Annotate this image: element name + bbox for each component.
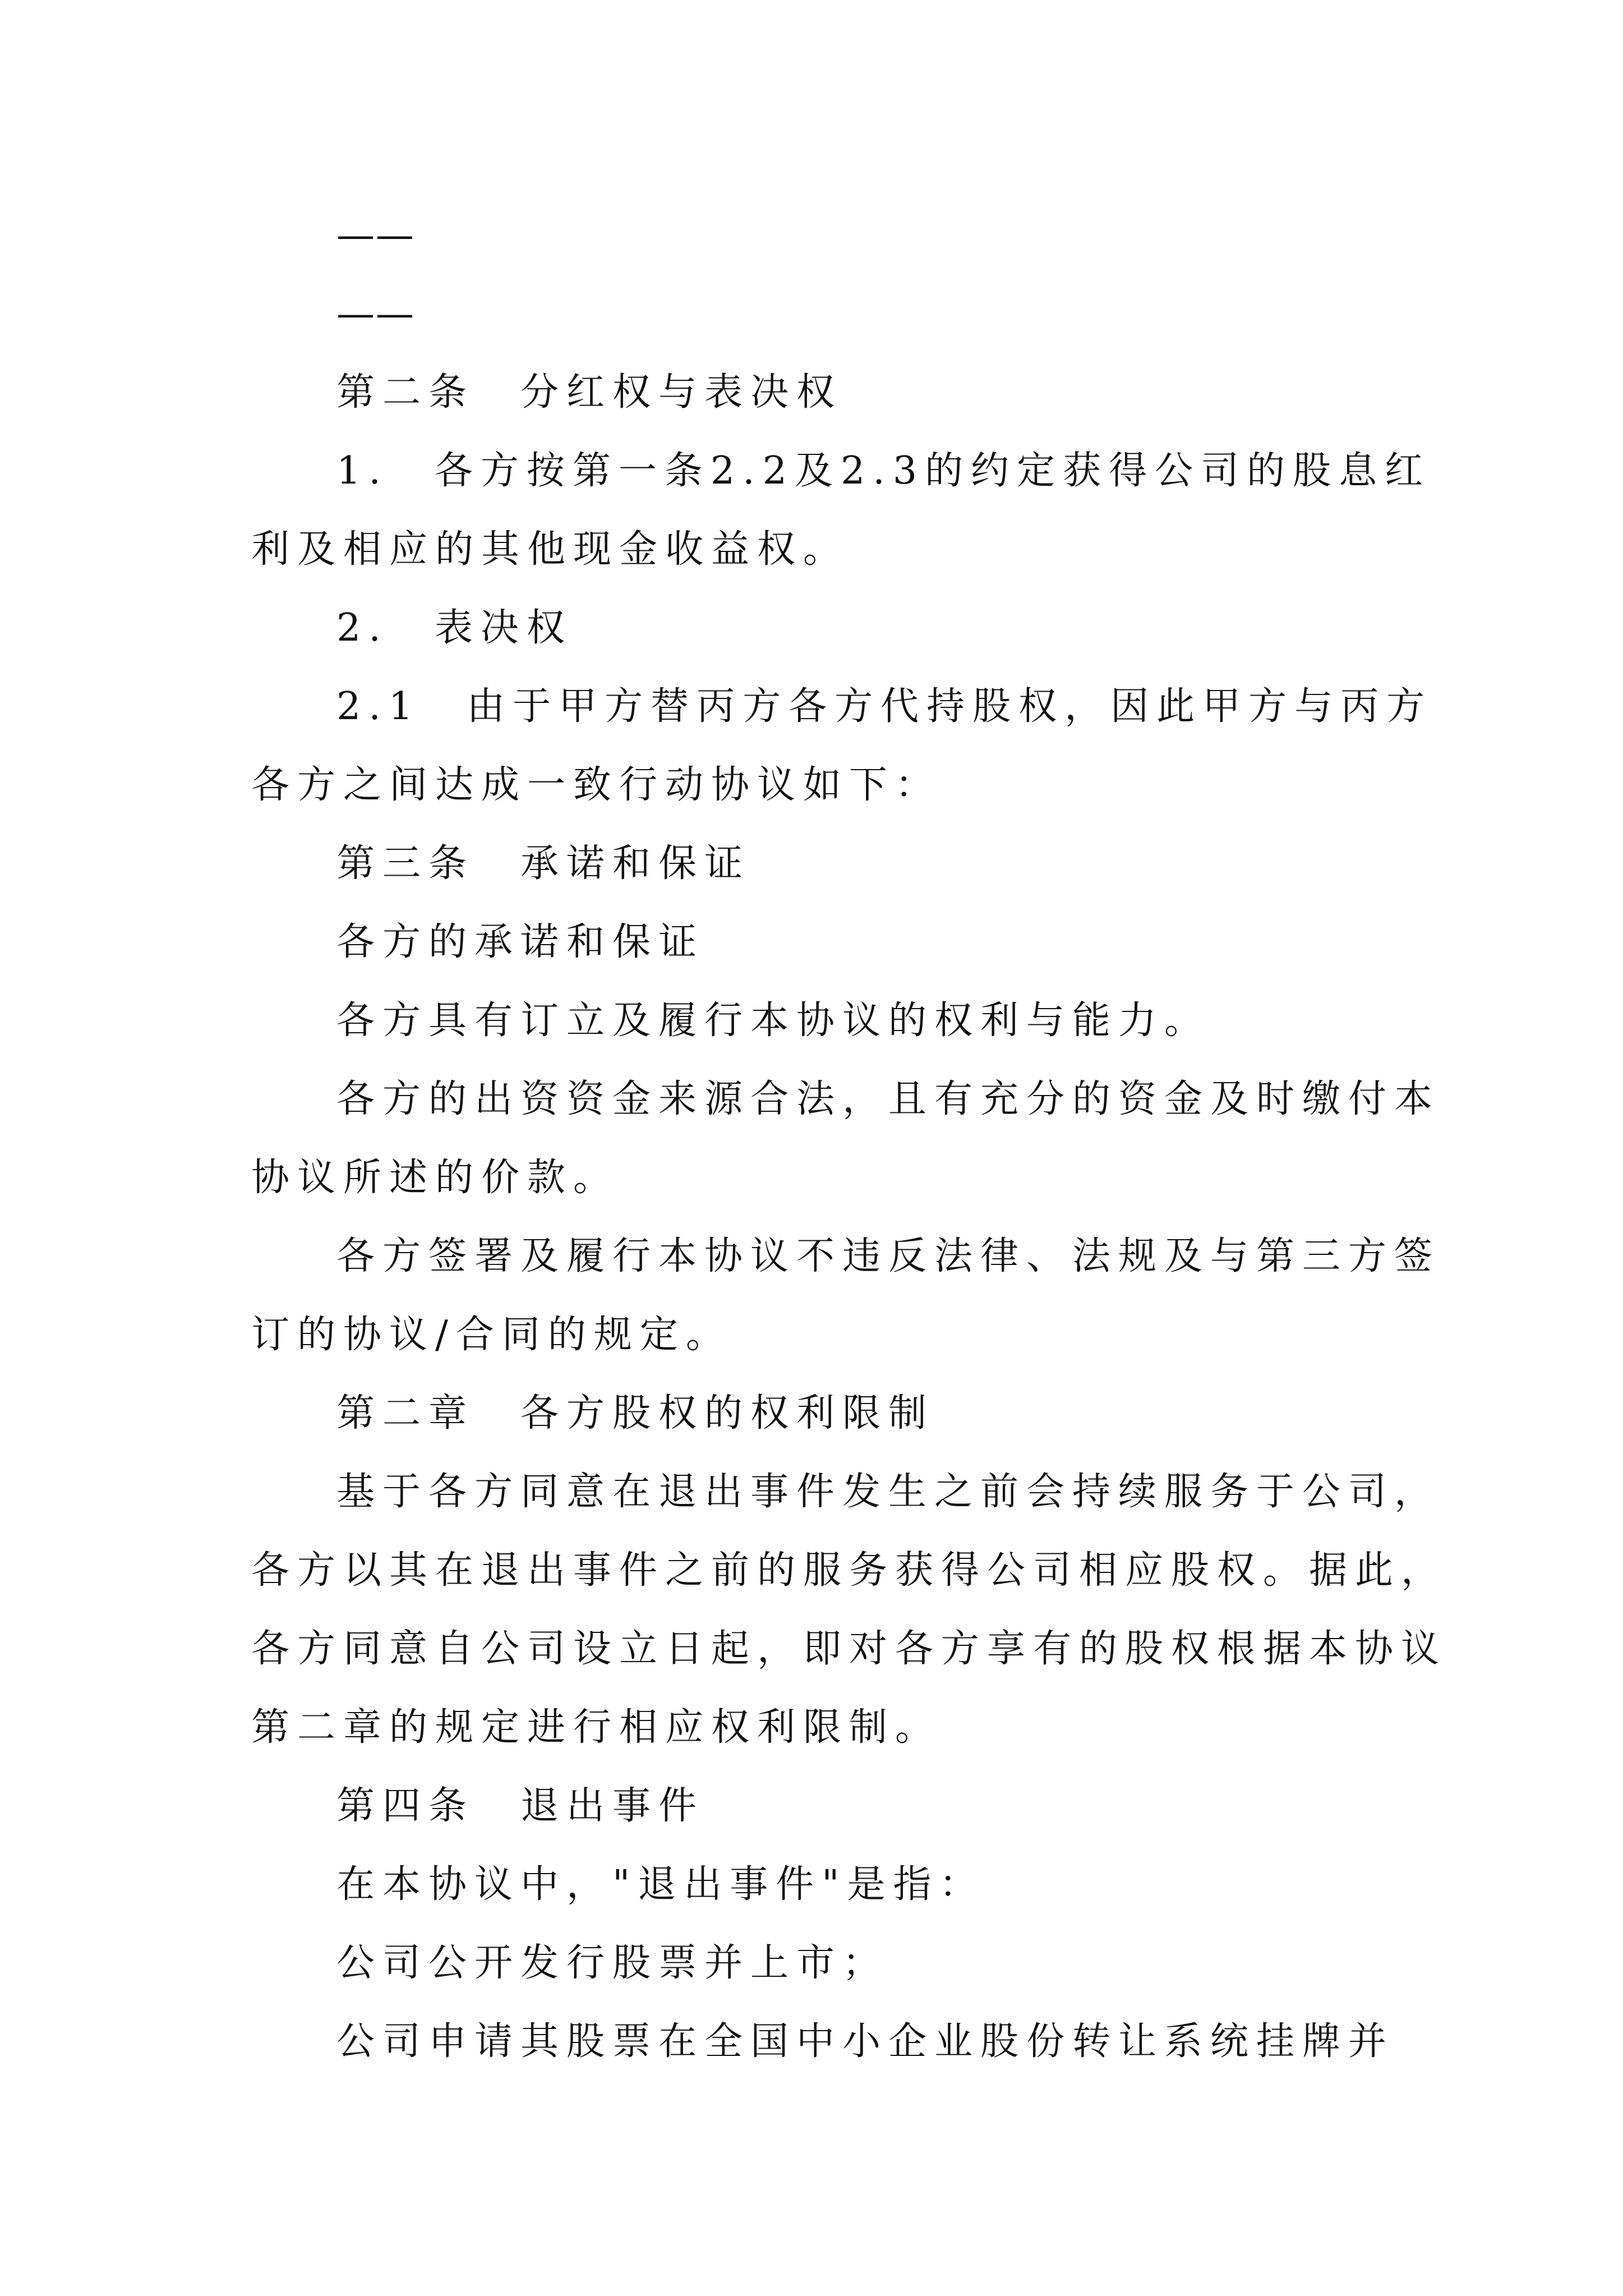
text-line: 各方的出资资金来源合法，且有充分的资金及时缴付本 [336, 1077, 1441, 1121]
text-line: 在本协议中，"退出事件"是指： [336, 1862, 985, 1907]
separator-line-1: —— [336, 213, 415, 257]
text-line: 基于各方同意在退出事件发生之前会持续服务于公司， [336, 1470, 1441, 1514]
chapter-heading-2: 第二章 各方股权的权利限制 [336, 1391, 935, 1435]
text-line: 各方同意自公司设立日起，即对各方享有的股权根据本协议 [251, 1627, 1447, 1671]
text-line: 2.1 由于甲方替丙方各方代持股权，因此甲方与丙方 [336, 684, 1433, 729]
text-line: 各方具有订立及履行本协议的权利与能力。 [336, 999, 1211, 1043]
text-line: 1. 各方按第一条2.2及2.3的约定获得公司的股息红 [336, 449, 1431, 493]
text-line: 2. 表决权 [336, 606, 573, 650]
text-line: 各方的承诺和保证 [336, 920, 705, 964]
article-heading-2: 第二条 分红权与表决权 [336, 370, 843, 415]
article-heading-3: 第三条 承诺和保证 [336, 841, 751, 886]
text-line: 公司公开发行股票并上市； [336, 1941, 889, 1985]
text-line: 各方签署及履行本协议不违反法律、法规及与第三方签 [336, 1234, 1441, 1278]
text-line: 各方以其在退出事件之前的服务获得公司相应股权。据此， [251, 1548, 1447, 1593]
text-line: 利及相应的其他现金收益权。 [251, 527, 850, 572]
text-line: 各方之间达成一致行动协议如下： [251, 763, 942, 807]
article-heading-4: 第四条 退出事件 [336, 1784, 705, 1828]
text-line: 第二章的规定进行相应权利限制。 [251, 1705, 942, 1750]
text-line: 公司申请其股票在全国中小企业股份转让系统挂牌并 [336, 2019, 1395, 2064]
text-line: 协议所述的价款。 [251, 1156, 620, 1200]
separator-line-2: —— [336, 292, 415, 336]
text-line: 订的协议/合同的规定。 [251, 1313, 732, 1357]
